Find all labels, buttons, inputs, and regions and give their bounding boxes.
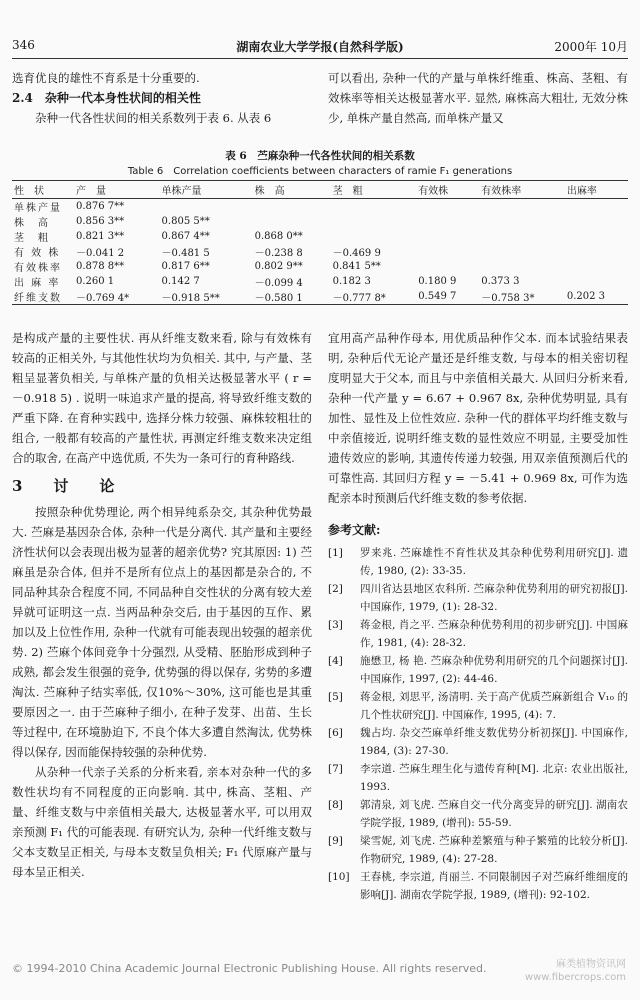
running-header (12, 38, 628, 56)
reference-text: 魏占均. 杂交苎麻单纤维支数优势分析初探[J]. 中国麻作, 1984, (3): 27-30. (360, 727, 628, 757)
table-cell (565, 274, 628, 289)
right-column (328, 328, 628, 904)
reference-number: [7] (328, 763, 343, 775)
table-cell: －0.918 5** (160, 289, 253, 305)
row-label-cell: 茎 粗 (14, 233, 50, 244)
reference-text: 郭清泉, 刘飞虎. 苎麻自交一代分离变异的研究[J]. 湖南农学院学报, 1989, (增刊): 55-59. (360, 799, 628, 829)
table-header-cell: 株 高 (253, 181, 331, 199)
table-cell: －0.777 8* (331, 289, 417, 305)
right-top-paragraph: 可以看出, 杂种一代的产量与单株纤维重、株高、茎粗、有效株率等相关达极显著水平. 显然, 麻株高大粗壮, 无效分株少, 单株产量自然高, 而单株产量又 (328, 71, 628, 125)
reference-item (328, 724, 628, 760)
table-cell: 0.868 0** (254, 231, 303, 242)
reference-text: 施懋卫, 杨 艳. 苎麻杂种优势利用研究的几个问题探讨[J]. 中国麻作, 1997, (2): 44-46. (360, 655, 628, 685)
watermark-line: 麻类植物资讯网 (556, 959, 626, 970)
paragraph-fiber-count: 是构成产量的主要性状. 再从纤维支数来看, 除与有效株有较高的正相关外, 与其他性状均为负相关. 其中, 与产量、茎粗呈显著负相关, 与单株产量的负相关达极显著水平 ( r = －0.918 5) . 说明一味追求产量的提高, 将导致纤维支数的严重下降. 在育种实践中, 选择分株力较强、麻株较粗壮的组合, 一般都有较高的产量性状, 再测定纤维支数来决定组合的取舍, 在高产中选优质, 不失为一条可行的育种路线. (12, 331, 312, 465)
table-cell: －0.238 8 (254, 248, 303, 259)
reference-item (328, 760, 628, 796)
table-row (12, 259, 628, 274)
row-label-cell: 有 效 株 (14, 248, 61, 259)
table-cell: 0.821 3** (76, 231, 125, 242)
table-header-cell: 出麻率 (565, 181, 628, 199)
table-cell: 0.876 7** (76, 201, 125, 212)
table-cell: －0.580 1 (253, 289, 331, 305)
paragraph-parent-offspring: 从杂种一代亲子关系的分析来看, 亲本对杂种一代的多数性状均有不同程度的正向影响. 其中, 株高、茎粗、产量、纤维支数与中亲值相关最大, 达极显著水平, 可以用双亲预测 F₁ 代的可能表现. 有研究认为, 杂种一代纤维支数与父本支数呈正相关, 与母本支数呈负相关; F₁ 代原麻产量与母本呈正相关. (12, 765, 312, 879)
row-label-cell: 单株产量 (14, 203, 62, 214)
copyright-text: © 1994-2010 China Academic Journal Electronic Publishing House. All rights reserved. (12, 962, 487, 975)
reference-number: [3] (328, 619, 343, 631)
table-header-cell: 性 状 (12, 181, 74, 199)
reference-text: 李宗道. 苎麻生理生化与遗传育种[M]. 北京: 农业出版社, 1993. (360, 763, 628, 793)
journal-title: 湖南农业大学学报(自然科学版) (236, 40, 404, 54)
table-header-cell: 有效株率 (479, 181, 565, 199)
table-cell: 0.802 9** (254, 261, 303, 272)
table-cell (416, 259, 479, 274)
reference-number: [6] (328, 727, 343, 739)
paragraph-heterosis-theory: 按照杂种优势理论, 两个相异纯系杂交, 其杂种优势最大. 苎麻是基因杂合体, 杂种一代是分离代. 其产量和主要经济性状何以会表现出极为显著的超亲优势? 究其原因: 1) 苎麻虽是杂合体, 但并不是所有位点上的基因都是杂合的, 不同品种其杂合程度不同, 不同品种自交性状的分离有较大差异就可证明这一点. 当两品种杂交后, 由于基因的互作、累加以及上位性作用, 杂种一代就有可能表现出较强的超亲优势. 2) 苎麻个体间竞争十分强烈, 从受精、胚胎形成到种子成熟, 都会发生很强的竞争, 优势强的得以保存, 劣势的多遭淘汰. 苎麻种子结实率低, 仅10%～30%, 这可能也是其重要原因之一. 由于苎麻种子细小, 在种子发芽、出苗、生长等过程中, 在环境胁迫下, 不良个体大多遭自然淘汰, 优势株得以保存, 因而能保持较强的杂种优势. (12, 505, 312, 759)
reference-item (328, 832, 628, 868)
table-caption-cn: 表 6 苎麻杂种一代各性状间的相关系数 (225, 150, 415, 162)
table-cell (565, 259, 628, 274)
table-cell: 0.805 5** (161, 216, 210, 227)
reference-number: [2] (328, 583, 343, 595)
table-caption-en: Table 6 Correlation coefficients between characters of ramie F₁ generations (127, 166, 513, 177)
row-label-cell: 株 高 (14, 218, 50, 229)
table-header-cell: 茎 粗 (331, 181, 417, 199)
row-label-cell: 纤维支数 (12, 289, 74, 305)
table-header-cell: 单株产量 (160, 181, 253, 199)
table-cell: －0.469 9 (332, 248, 381, 259)
table-row (12, 289, 628, 305)
left-column (12, 328, 312, 882)
reference-text: 梁雪妮, 刘飞虎. 苎麻种差繁殖与种子繁殖的比较分析[J]. 作物研究, 1989, (4): 27-28. (360, 835, 628, 865)
table-cell (253, 214, 331, 229)
table-cell: －0.481 5 (161, 248, 210, 259)
table-cell (565, 229, 628, 244)
table-row (12, 199, 628, 215)
table-cell (253, 199, 331, 215)
paragraph-regression: 宜用高产品种作母本, 用优质品种作父本. 而本试验结果表明, 杂种后代无论产量还是纤维支数, 与母本的相关密切程度明显大于父本, 而且与中亲值相关最大. 从回归分析来看, 杂种一代产量 y = 6.67 + 0.967 8x, 杂种优势明显, 具有加性、显性及上位性效应. 杂种一代的群体平均纤维支数与中亲值接近, 说明纤维支数的显性效应不明显, 主要受加性遗传效应的影响, 其遗传传递力较强, 用双亲值预测后代的可靠性高. 其回归方程 y = －5.41 + 0.969 8x, 可作为选配亲本时预测后代纤维支数的参考依据. (328, 331, 628, 505)
reference-item (328, 616, 628, 652)
header-divider (12, 58, 628, 59)
left-top-block (12, 68, 312, 128)
table-cell (479, 229, 565, 244)
table-cell (416, 229, 479, 244)
reference-text: 蒋金根, 肖之平. 苎麻杂种优势利用的初步研究[J]. 中国麻作, 1981, (4): 28-32. (360, 619, 628, 649)
table-cell: 0.202 3 (565, 289, 628, 305)
watermark-line: www.fibercrops.com (524, 972, 626, 983)
table-cell: 0.142 7 (161, 276, 200, 287)
watermark (525, 958, 626, 984)
references-heading: 参考文献: (328, 523, 381, 537)
table-cell: －0.769 4* (74, 289, 160, 305)
table-cell (565, 244, 628, 259)
reference-item (328, 868, 628, 904)
table-cell: 0.180 9 (418, 276, 457, 287)
table-cell (331, 199, 417, 215)
reference-number: [8] (328, 799, 343, 811)
table-cell (479, 244, 565, 259)
right-top-block (328, 68, 628, 128)
table-cell: 0.182 3 (332, 276, 371, 287)
table-cell: －0.758 3* (479, 289, 565, 305)
carryover-line: 选育优良的雄性不育系是十分重要的. (12, 71, 200, 85)
table-header-row (12, 181, 628, 199)
table-cell (565, 199, 628, 215)
table-cell (416, 214, 479, 229)
page-number: 346 (12, 38, 35, 52)
reference-number: [1] (328, 547, 343, 559)
table-cell (416, 199, 479, 215)
reference-item (328, 688, 628, 724)
table-cell (331, 214, 417, 229)
table-header-cell: 有效株 (416, 181, 479, 199)
reference-text: 王春桃, 李宗道, 肖丽兰. 不同限制因子对苎麻纤维细度的影响[J]. 湖南农学院学报, 1989, (增刊): 92-102. (360, 871, 628, 901)
section-heading-2-4: 2.4 杂种一代本身性状间的相关性 (12, 91, 201, 105)
table-row (12, 214, 628, 229)
reference-number: [10] (328, 871, 350, 883)
table-cell: 0.867 4** (161, 231, 210, 242)
reference-item (328, 796, 628, 832)
table-cell (331, 229, 417, 244)
reference-item (328, 544, 628, 580)
reference-text: 蒋金根, 刘思平, 汤清明. 关于高产优质苎麻新组合 V₁₀ 的几个性状研究[J]. 中国麻作, 1995, (4): 7. (360, 691, 628, 721)
issue-date: 2000年 10月 (554, 40, 628, 54)
table-cell: 0.373 3 (481, 276, 520, 287)
reference-item (328, 580, 628, 616)
reference-text: 四川省达县地区农科所. 苎麻杂种优势利用的研究初报[J]. 中国麻作, 1979, (1): 28-32. (360, 583, 628, 613)
reference-list (328, 544, 628, 904)
table-cell (160, 199, 253, 215)
table-cell: －0.099 4 (254, 278, 303, 289)
table-row (12, 244, 628, 259)
table-cell: 0.549 7 (416, 289, 479, 305)
table-cell (565, 214, 628, 229)
row-label-cell: 有效株率 (14, 263, 62, 274)
table-cell: 0.878 8** (76, 261, 125, 272)
reference-item (328, 652, 628, 688)
table-cell: 0.817 6** (161, 261, 210, 272)
table-cell (479, 214, 565, 229)
row-label-cell: 出 麻 率 (14, 278, 61, 289)
table-header-cell: 产 量 (74, 181, 160, 199)
reference-number: [4] (328, 655, 343, 667)
table-row (12, 229, 628, 244)
table-cell: 0.856 3** (76, 216, 125, 227)
table-row (12, 274, 628, 289)
table-cell: －0.041 2 (76, 248, 125, 259)
table-cell: 0.841 5** (332, 261, 381, 272)
table-cell: 0.260 1 (76, 276, 115, 287)
table-cell (416, 244, 479, 259)
section-heading-3: 3 讨 论 (12, 477, 123, 495)
reference-text: 罗来兆. 苎麻雄性不育性状及其杂种优势利用研究[J]. 遗传, 1980, (2): 33-35. (360, 547, 628, 577)
reference-number: [9] (328, 835, 343, 847)
table-cell (479, 199, 565, 215)
table-cell (479, 259, 565, 274)
section-intro-paragraph: 杂种一代各性状间的相关系数列于表 6. 从表 6 (35, 111, 272, 125)
reference-number: [5] (328, 691, 343, 703)
correlation-table (12, 180, 628, 305)
